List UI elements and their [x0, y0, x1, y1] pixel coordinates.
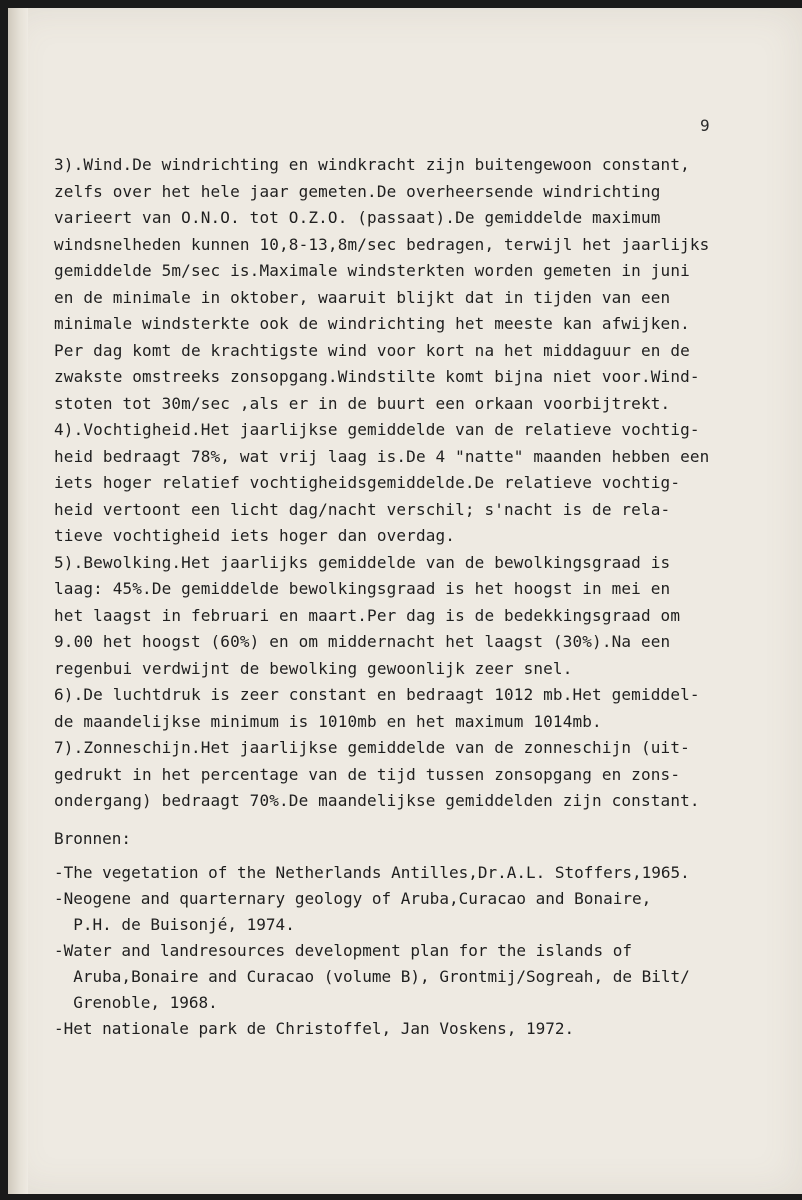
text-line: zwakste omstreeks zonsopgang.Windstilte komt bijna niet voor.Wind-	[54, 367, 700, 386]
text-line: 6).De luchtdruk is zeer constant en bedraagt 1012 mb.Het gemiddel-	[54, 685, 700, 704]
text-line: ondergang) bedraagt 70%.De maandelijkse gemiddelden zijn constant.	[54, 791, 700, 810]
text-line: heid vertoont een licht dag/nacht verschil; s'nacht is de rela-	[54, 499, 671, 519]
text-line: varieert van O.N.O. tot O.Z.O. (passaat).De gemiddelde maximum	[54, 208, 661, 227]
source-entry: -Neogene and quarternary geology of Aruba,Curacao and Bonaire,	[54, 889, 652, 908]
text-line: de maandelijkse minimum is 1010mb en het maximum 1014mb.	[54, 711, 602, 731]
text-line: en de minimale in oktober, waaruit blijkt dat in tijden van een	[54, 287, 671, 307]
text-line: iets hoger relatief vochtigheidsgemiddelde.De relatieve vochtig-	[54, 473, 681, 492]
text-line: 7).Zonneschijn.Het jaarlijkse gemiddelde van de zonneschijn (uit-	[54, 738, 690, 757]
text-line: laag: 45%.De gemiddelde bewolkingsgraad is het hoogst in mei en	[54, 579, 671, 598]
document-page	[8, 8, 802, 1194]
text-line: gedrukt in het percentage van de tijd tussen zonsopgang en zons-	[54, 764, 681, 784]
text-line: regenbui verdwijnt de bewolking gewoonlijk zeer snel.	[54, 658, 573, 678]
text-line: het laagst in februari en maart.Per dag is de bedekkingsgraad om	[54, 605, 681, 625]
source-entry: Aruba,Bonaire and Curacao (volume B), Grontmij/Sogreah, de Bilt/	[54, 967, 690, 986]
text-line: tieve vochtigheid iets hoger dan overdag.	[54, 526, 456, 545]
text-line: 4).Vochtigheid.Het jaarlijkse gemiddelde van de relatieve vochtig-	[54, 420, 700, 439]
source-entry: -The vegetation of the Netherlands Antilles,Dr.A.L. Stoffers,1965.	[54, 863, 690, 882]
source-entry: P.H. de Buisonjé, 1974.	[54, 915, 295, 934]
climate-text-block	[54, 152, 774, 815]
text-line: 3).Wind.De windrichting en windkracht zijn buitengewoon constant,	[54, 155, 690, 174]
text-line: 5).Bewolking.Het jaarlijks gemiddelde van de bewolkingsgraad is	[54, 552, 671, 572]
text-line: stoten tot 30m/sec ,als er in de buurt een orkaan voorbijtrekt.	[54, 393, 671, 413]
text-line: windsnelheden kunnen 10,8-13,8m/sec bedragen, terwijl het jaarlijks	[54, 234, 710, 254]
text-line: Per dag komt de krachtigste wind voor kort na het middaguur en de	[54, 340, 690, 360]
source-entry: -Water and landresources development plan for the islands of	[54, 941, 632, 960]
source-entry: Grenoble, 1968.	[54, 993, 218, 1012]
scan-border	[0, 1194, 802, 1200]
text-line: 9.00 het hoogst (60%) en om middernacht het laagst (30%).Na een	[54, 632, 671, 651]
page-number: 9	[700, 116, 710, 135]
sources-section	[54, 826, 784, 1042]
text-line: minimale windsterkte ook de windrichting het meeste kan afwijken.	[54, 314, 690, 333]
source-entry: -Het nationale park de Christoffel, Jan Voskens, 1972.	[54, 1019, 575, 1038]
text-line: zelfs over het hele jaar gemeten.De overheersende windrichting	[54, 181, 661, 201]
binding-edge	[8, 8, 28, 1194]
text-line: heid bedraagt 78%, wat vrij laag is.De 4 "natte" maanden hebben een	[54, 446, 710, 466]
sources-heading: Bronnen:	[54, 829, 132, 848]
text-line: gemiddelde 5m/sec is.Maximale windsterkten worden gemeten in juni	[54, 261, 690, 280]
